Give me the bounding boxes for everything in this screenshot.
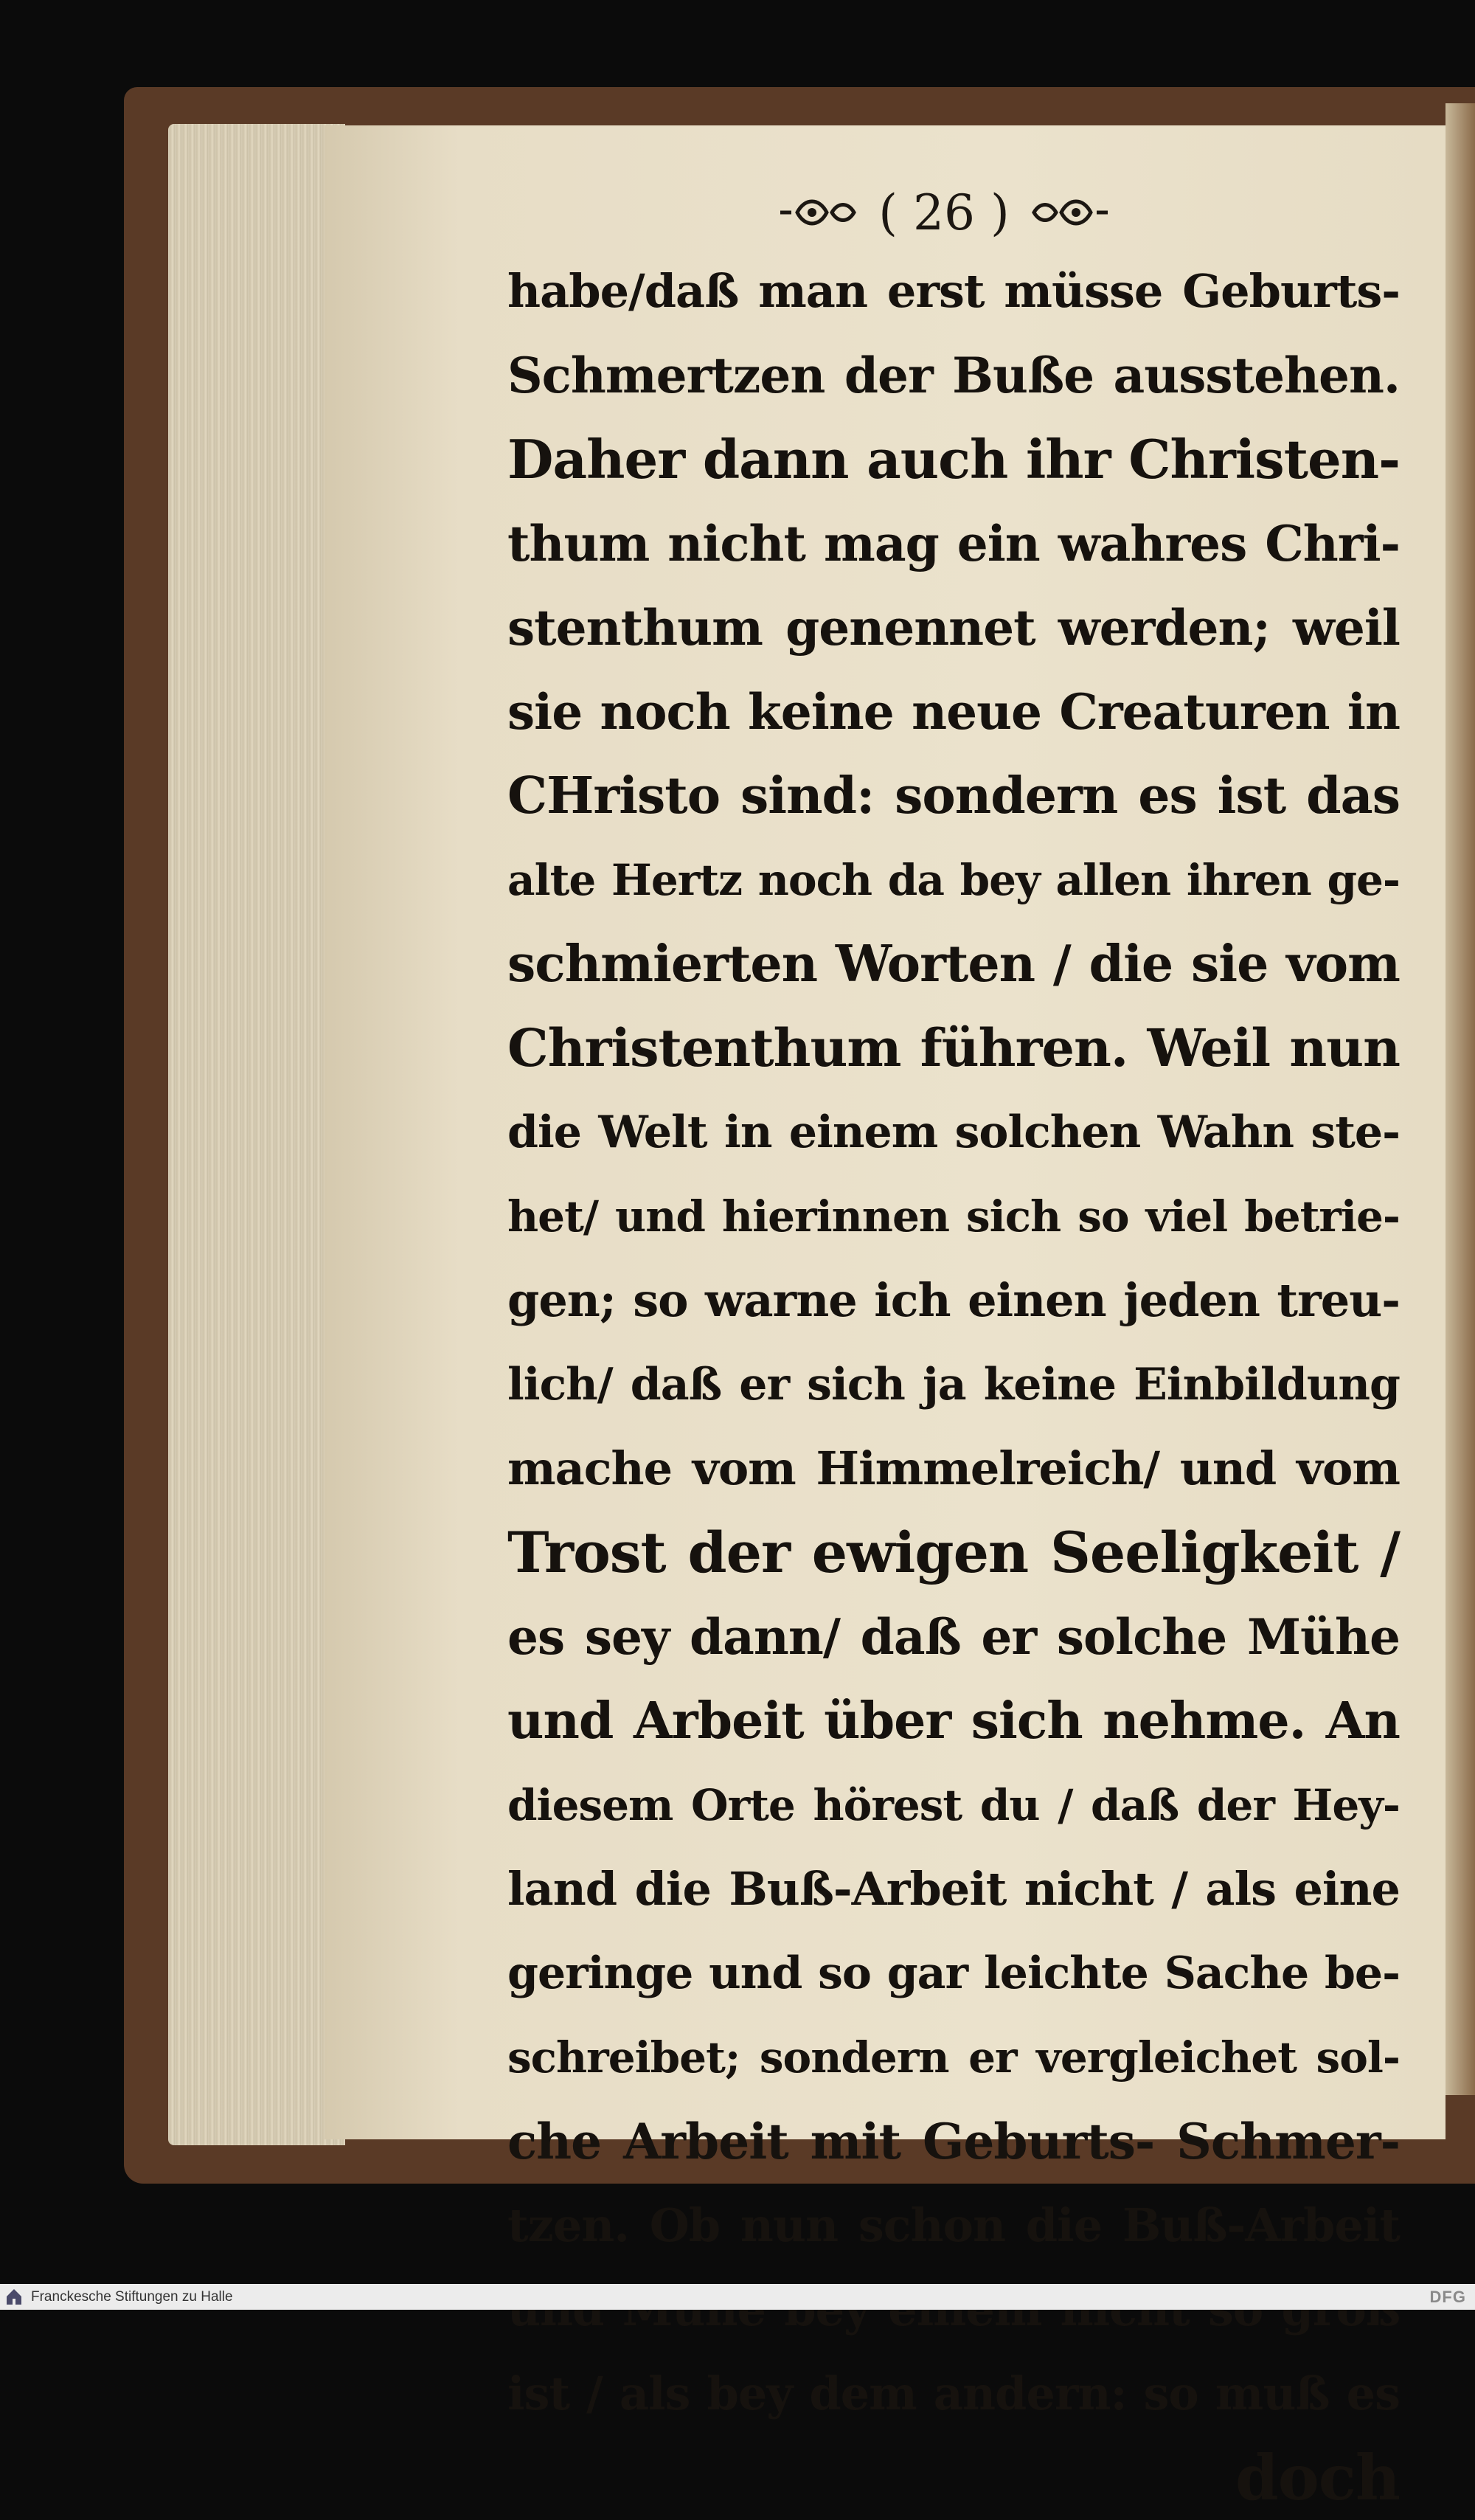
text-line: schreibet; sondern er vergleichet sol- bbox=[507, 2032, 1400, 2083]
text-line: gen; so warne ich einen jeden treu- bbox=[507, 1273, 1400, 1327]
text-line: es sey dann/ daß er solche Mühe bbox=[507, 1608, 1400, 1666]
page-text bbox=[507, 249, 1400, 2520]
footer-bar bbox=[0, 2284, 1475, 2310]
text-line: geringe und so gar leichte Sache be- bbox=[507, 1948, 1400, 1999]
text-line: die Welt in einem solchen Wahn ste- bbox=[507, 1107, 1400, 1158]
text-line: Schmertzen der Buße ausstehen. bbox=[507, 347, 1400, 404]
page-header bbox=[767, 183, 1121, 242]
text-line: CHristo sind: sondern es ist das bbox=[507, 766, 1400, 825]
text-line: sie noch keine neue Creaturen in bbox=[507, 683, 1400, 741]
text-line: het/ und hierinnen sich so viel betrie- bbox=[507, 1191, 1400, 1242]
text-line: und Arbeit über sich nehme. An bbox=[507, 1692, 1400, 1751]
institution-logo-icon bbox=[4, 2288, 24, 2307]
text-line bbox=[507, 2268, 1400, 2352]
text-line: diesem Orte hörest du / daß der Hey- bbox=[507, 1780, 1400, 1830]
text-line: thum nicht mag ein wahres Chri- bbox=[507, 515, 1400, 572]
text-line: tzen. Ob nun schon die Buß-Arbeit bbox=[507, 2198, 1400, 2252]
institution-name: Franckesche Stiftungen zu Halle bbox=[31, 2288, 233, 2305]
text-line: ist / als bey dem andern: so muß es bbox=[507, 2367, 1400, 2420]
text-line: alte Hertz noch da bey allen ihren ge- bbox=[507, 855, 1400, 905]
dfg-logo: DFG bbox=[1429, 2287, 1466, 2306]
text-line: schmierten Worten / die sie vom bbox=[507, 935, 1400, 994]
text-line: habe/daß man erst müsse Geburts- bbox=[507, 264, 1400, 318]
page-stack bbox=[168, 124, 345, 2145]
ornament-left-icon bbox=[777, 194, 865, 231]
text-line: mache vom Himmelreich/ und vom bbox=[507, 1441, 1400, 1495]
book-edge-right bbox=[1446, 103, 1475, 2095]
text-line: land die Buß-Arbeit nicht / als eine bbox=[507, 1862, 1400, 1916]
text-line: che Arbeit mit Geburts- Schmer- bbox=[507, 2113, 1400, 2170]
text-line: Daher dann auch ihr Christen- bbox=[507, 428, 1400, 491]
ornament-right-icon bbox=[1023, 194, 1111, 231]
text-line: stenthum genennet werden; weil bbox=[507, 599, 1400, 657]
text-line: Christenthum führen. Weil nun bbox=[507, 1017, 1400, 1079]
text-line: Trost der ewigen Seeligkeit / bbox=[507, 1520, 1400, 1585]
catchword: doch bbox=[1235, 2441, 1400, 2514]
text-line: lich/ daß er sich ja keine Einbildung bbox=[507, 1359, 1400, 1410]
page-number: ( 26 ) bbox=[878, 184, 1010, 241]
